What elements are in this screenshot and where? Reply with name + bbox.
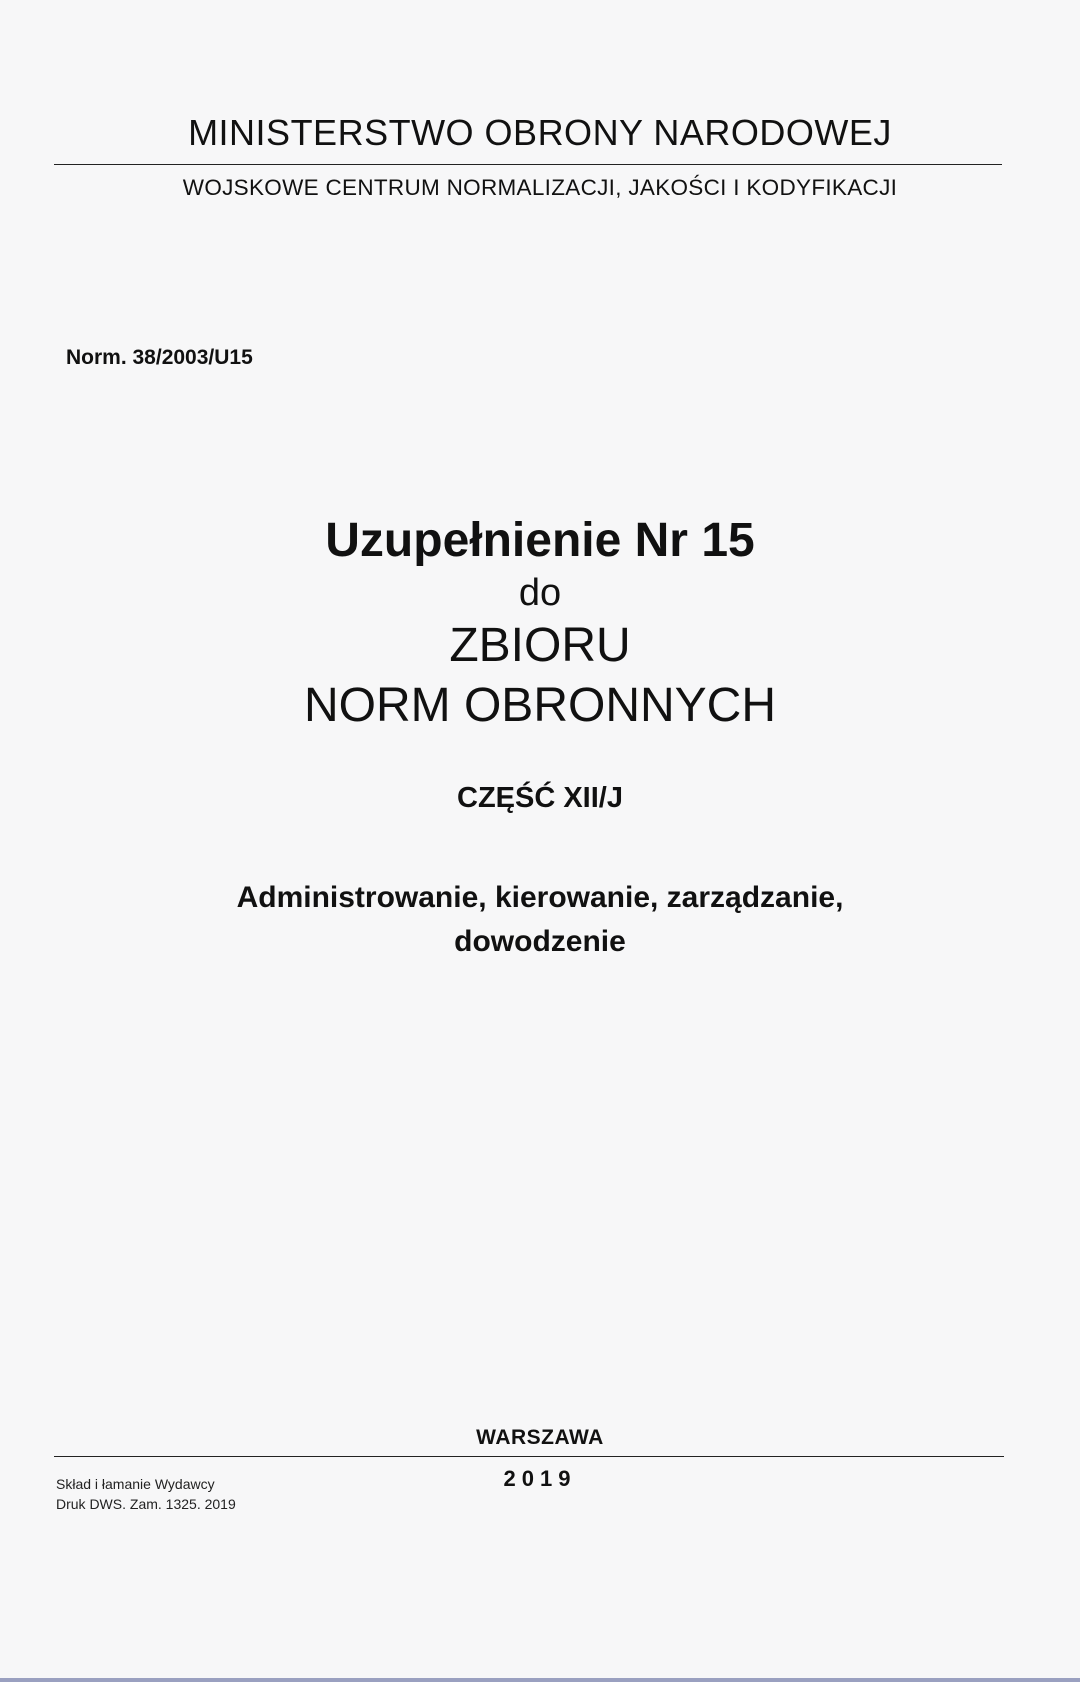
part-number: CZĘŚĆ XII/J	[457, 782, 623, 814]
imprint-typesetting: Skład i łamanie Wydawcy	[56, 1476, 215, 1492]
norm-identifier: Norm. 38/2003/U15	[66, 346, 253, 369]
subject-line-2: dowodzenie	[454, 925, 626, 958]
subject-line-1: Administrowanie, kierowanie, zarządzanie,	[236, 881, 844, 914]
publication-year: 2019	[503, 1466, 577, 1491]
title-collection: ZBIORU	[449, 619, 631, 672]
header-divider	[54, 164, 1002, 165]
imprint	[56, 1474, 236, 1514]
title-collection-name: NORM OBRONNYCH	[303, 679, 776, 732]
center-name: WOJSKOWE CENTRUM NORMALIZACJI, JAKOŚCI I KODYFIKACJI	[182, 175, 898, 200]
footer-divider	[54, 1456, 1004, 1457]
imprint-print-order: Druk DWS. Zam. 1325. 2019	[56, 1496, 236, 1512]
ministry-name: MINISTERSTWO OBRONY NARODOWEJ	[188, 112, 892, 153]
title-block	[0, 512, 1080, 736]
title-connector: do	[518, 572, 562, 614]
publication-city: WARSZAWA	[476, 1426, 604, 1449]
scan-edge	[0, 1678, 1080, 1682]
title-supplement: Uzupełnienie Nr 15	[325, 514, 755, 567]
subject-block	[0, 876, 1080, 964]
